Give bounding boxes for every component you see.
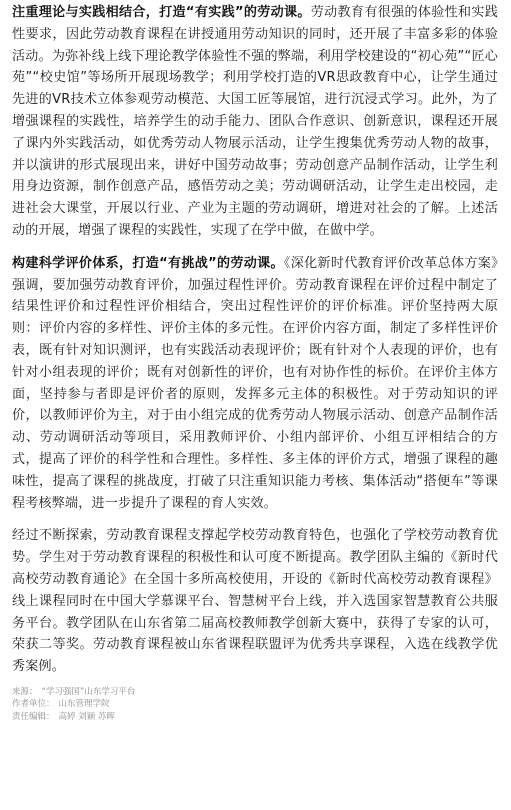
editor-line (12, 711, 498, 724)
article-paragraph-3 (12, 525, 498, 678)
author-unit-line (12, 698, 498, 711)
paragraph-3-text: 经过不断探索，劳动教育课程支撑起学校劳动教育特色，也强化了学校劳动教育优势。学生对于劳动教育课程的积极性和认可度不断提高。教学团队主编的《新时代高校劳动教育通论》在全国十多所高校使用，开设的《新时代高校劳动教育课程》线上课程同时在中国大学慕课平台、智慧树平台上线，并入选国家智慧教育公共服务平台。教学团队在山东省第二届高校教师教学创新大赛中，获得了专家的认可，荣获二等奖。劳动教育课程被山东省课程联盟评为优秀共享课程，入选在线教学优秀案例。 (12, 528, 498, 675)
paragraph-2-text: 《深化新时代教育评价改革总体方案》强调，要加强劳动教育评价，加强过程性评价。劳动教育课程在评价过程中制定了结果性评价和过程性评价相结合，突出过程性评价的评价标准。评价坚持两大原则：评价内容的多样性、评价主体的多元性。在评价内容方面，制定了多样性评价表，既有针对知识测评，也有实践活动表现评价；既有针对个人表现的评价，也有针对小组表现的评价；既有对创新性的评价，也有对协作性的标价。在评价主体方面，坚持参与者即是评价者的原则，发挥多元主体的积极性。对于劳动知识的评价，以教师评价为主，对于由小组完成的优秀劳动人物展示活动、创意产品制作活动、劳动调研活动等项目，采用教师评价、小组内部评价、小组互评相结合的方式，提高了评价的科学性和合理性。多样性、多主体的评价方式，增强了课程的趣味性，提高了课程的挑战度，打破了只注重知识能力考核、集体活动“搭便车”等课程考核弊端，进一步提升了课程的育人实效。 (12, 255, 498, 511)
paragraph-1-text: 劳动教育有很强的体验性和实践性要求，因此劳动教育课程在讲授通用劳动知识的同时，还开展了丰富多彩的体验活动。为弥补线上线下理论教学体验性不强的弊端，利用学校建设的“初心苑”“匠心苑”“校史馆”等场所开展现场教学；利用学校打造的VR思政教育中心，让学生通过先进的VR技术立体参观劳动模范、大国工匠等展馆，进行沉浸式学习。此外，为了增强课程的实践性，培养学生的动手能力、团队合作意识、创新意识，课程还开展了课内外实践活动，如优秀劳动人物展示活动，让学生搜集优秀劳动人物的故事，并以演讲的形式展现出来，讲好中国劳动故事；劳动创意产品制作活动，让学生利用身边资源，制作创意产品，感悟劳动之美；劳动调研活动，让学生走出校园，走进社会大课堂，开展以行业、产业为主题的劳动调研，增进对社会的了解。上述活动的开展，增强了课程的实践性，实现了在学中做，在做中学。 (12, 5, 498, 238)
article-paragraph-2 (12, 253, 498, 515)
editor-label: 责任编辑： (12, 711, 55, 722)
paragraph-1-heading: 注重理论与实践相结合，打造“有实践”的劳动课。 (12, 5, 311, 20)
source-line (12, 686, 498, 699)
source-value: “学习强国”山东学习平台 (41, 686, 136, 697)
source-label: 来源： (12, 686, 38, 697)
article-meta (12, 686, 498, 724)
paragraph-2-heading: 构建科学评价体系，打造“有挑战”的劳动课。 (12, 255, 284, 271)
author-unit-value: 山东管理学院 (58, 699, 110, 710)
article (12, 2, 498, 723)
editor-value: 高婷 刘颖 苏晖 (58, 711, 115, 722)
author-unit-label: 作者单位： (12, 699, 55, 710)
article-paragraph-1 (12, 2, 498, 242)
